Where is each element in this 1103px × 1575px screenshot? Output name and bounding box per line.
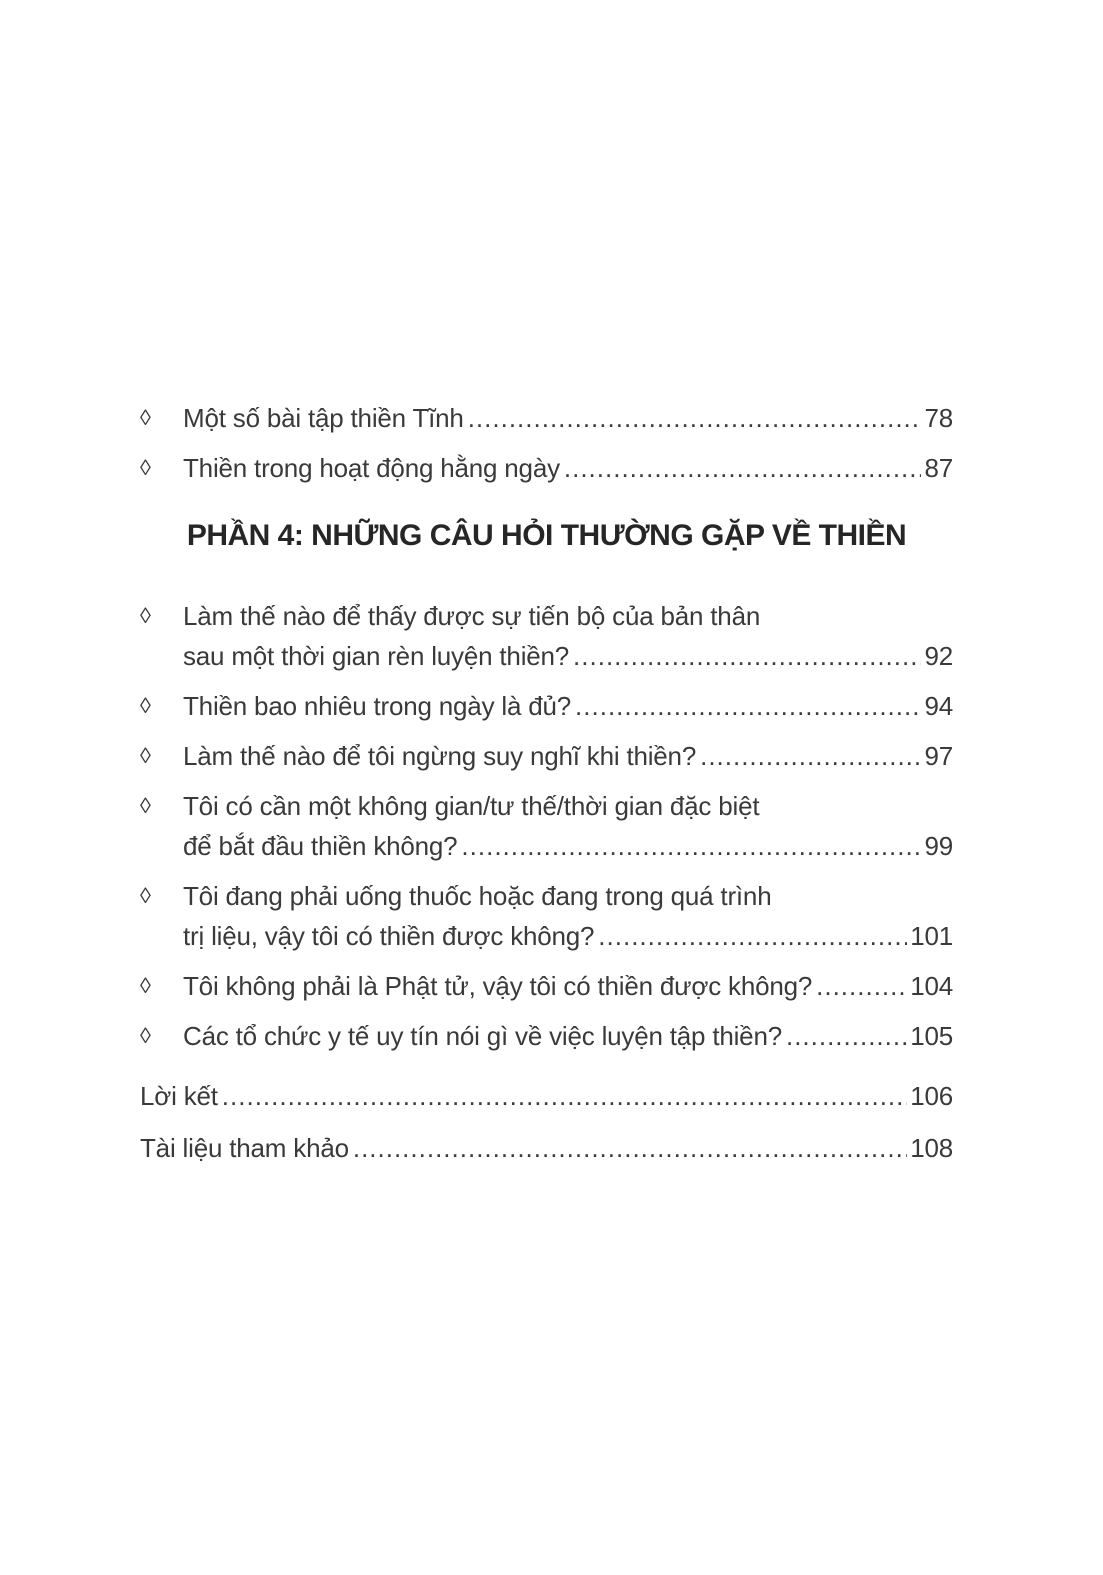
toc-entry-text: Thiền trong hoạt động hằng ngày: [183, 453, 560, 483]
dot-leader: [786, 1016, 907, 1056]
closing-entries: [140, 1076, 953, 1168]
toc-page-number: 105: [910, 1021, 953, 1051]
toc-entry: [140, 596, 953, 676]
diamond-bullet-icon: ◊: [140, 973, 151, 998]
diamond-bullet-icon: ◊: [140, 405, 151, 430]
diamond-bullet-icon: ◊: [140, 883, 151, 908]
toc-page-number: 104: [910, 971, 953, 1001]
toc-entry: [140, 736, 953, 776]
toc-entry: [140, 966, 953, 1006]
toc-entry-text: sau một thời gian rèn luyện thiền?: [183, 641, 570, 671]
toc-page-number: 99: [924, 831, 953, 861]
toc-entry: [140, 876, 953, 956]
dot-leader: [700, 736, 921, 776]
toc-entry-text: để bắt đầu thiền không?: [183, 831, 458, 861]
toc-entry: [140, 398, 953, 438]
toc-page-number: 108: [910, 1133, 953, 1163]
toc-page-number: 92: [924, 641, 953, 671]
toc-entry-text: Tài liệu tham khảo: [140, 1133, 349, 1163]
toc-page-number: 106: [910, 1081, 953, 1111]
toc-entry-text: Làm thế nào để thấy được sự tiến bộ của bản thân: [183, 601, 761, 631]
toc-entry-text: Tôi đang phải uống thuốc hoặc đang trong quá trình: [183, 881, 772, 911]
section-heading: PHẦN 4: NHỮNG CÂU HỎI THƯỜNG GẶP VỀ THIỀN: [186, 519, 907, 552]
diamond-bullet-icon: ◊: [140, 1023, 151, 1048]
toc-entry-text: Tôi có cần một không gian/tư thế/thời gian đặc biệt: [183, 791, 760, 821]
diamond-bullet-icon: ◊: [140, 743, 151, 768]
toc-entry: [140, 1076, 953, 1116]
toc-page-number: 87: [924, 453, 953, 483]
toc-page-number: 78: [924, 403, 953, 433]
toc-entry: [140, 1016, 953, 1056]
toc-entry-text: Các tổ chức y tế uy tín nói gì về việc luyện tập thiền?: [183, 1021, 782, 1051]
toc-entry-text: Lời kết: [140, 1081, 218, 1111]
dot-leader: [222, 1076, 907, 1116]
toc-entry-text: trị liệu, vậy tôi có thiền được không?: [183, 921, 595, 951]
toc-entry: [140, 1128, 953, 1168]
toc-entry-text: Làm thế nào để tôi ngừng suy nghĩ khi thiền?: [183, 741, 697, 771]
toc-page-number: 94: [924, 691, 953, 721]
toc-page-number: 97: [924, 741, 953, 771]
dot-leader: [564, 448, 922, 488]
dot-leader: [598, 916, 907, 956]
toc-entry: [140, 786, 953, 866]
dot-leader: [461, 826, 921, 866]
dot-leader: [468, 398, 922, 438]
toc-entry: [140, 686, 953, 726]
diamond-bullet-icon: ◊: [140, 793, 151, 818]
dot-leader: [353, 1128, 907, 1168]
toc-entry-text: Thiền bao nhiêu trong ngày là đủ?: [183, 691, 572, 721]
diamond-bullet-icon: ◊: [140, 603, 151, 628]
toc-entry-text: Một số bài tập thiền Tĩnh: [183, 403, 464, 433]
toc-entry: [140, 448, 953, 488]
dot-leader: [575, 686, 921, 726]
dot-leader: [573, 636, 921, 676]
toc-entry-text: Tôi không phải là Phật tử, vậy tôi có thiền được không?: [183, 971, 813, 1001]
toc-page-number: 101: [910, 921, 953, 951]
dot-leader: [816, 966, 907, 1006]
diamond-bullet-icon: ◊: [140, 693, 151, 718]
diamond-bullet-icon: ◊: [140, 455, 151, 480]
